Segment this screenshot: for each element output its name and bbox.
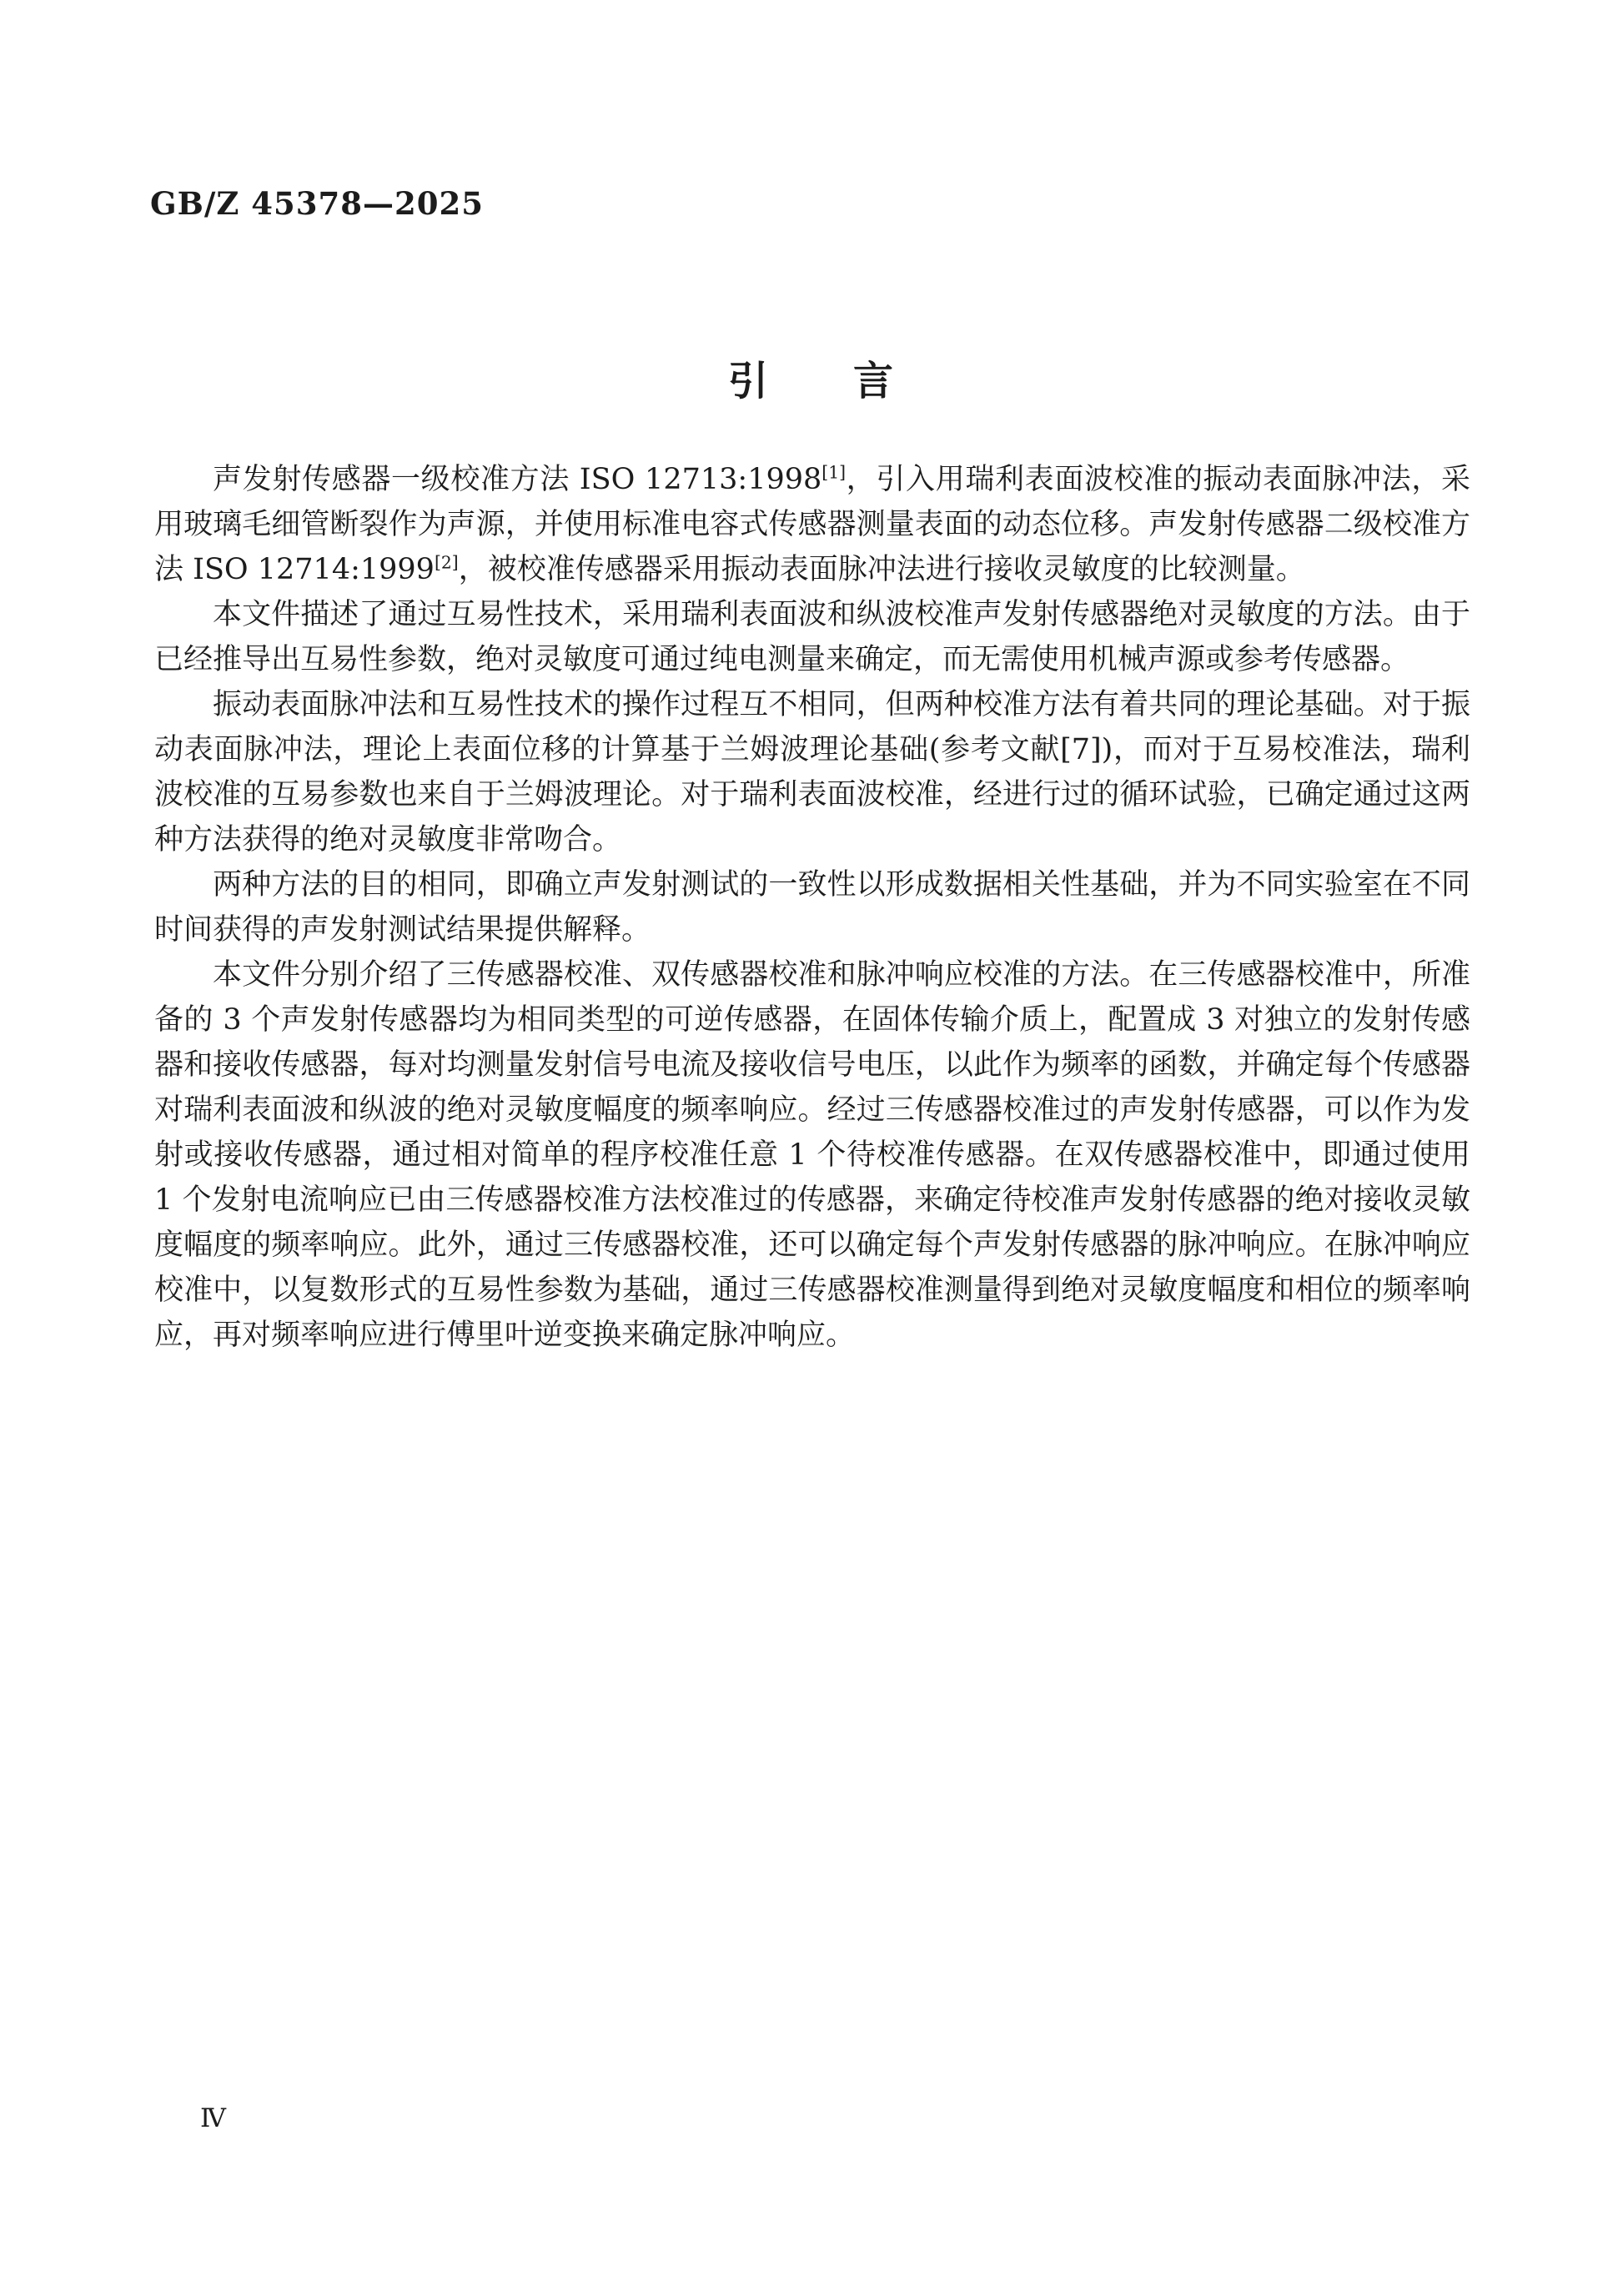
paragraph-text: 振动表面脉冲法和互易性技术的操作过程互不相同，但两种校准方法有着共同的理论基础。对于振动表面脉冲法，理论上表面位移的计算基于兰姆波理论基础(参考文献[7])，而对于互易校准法，瑞利波校准的互易参数也来自于兰姆波理论。对于瑞利表面波校准，经进行过的循环试验，已确定通过这两种方法获得的绝对灵敏度非常吻合。 [154, 688, 1470, 857]
introduction-body [154, 457, 1470, 1358]
reference-superscript: [1] [822, 462, 847, 483]
paragraph [154, 862, 1470, 952]
paragraph-text: 声发射传感器一级校准方法 ISO 12713:1998 [213, 463, 822, 496]
paragraph-text: 本文件分别介绍了三传感器校准、双传感器校准和脉冲响应校准的方法。在三传感器校准中，所准备的 3 个声发射传感器均为相同类型的可逆传感器，在固体传输介质上，配置成 3 对独立的发射传感器和接收传感器，每对均测量发射信号电流及接收信号电压，以此作为频率的函数，并确定每个传感器对瑞利表面波和纵波的绝对灵敏度幅度的频率响应。经过三传感器校准过的声发射传感器，可以作为发射或接收传感器，通过相对简单的程序校准任意 1 个待校准传感器。在双传感器校准中，即通过使用 1 个发射电流响应已由三传感器校准方法校准过的传感器，来确定待校准声发射传感器的绝对接收灵敏度幅度的频率响应。此外，通过三传感器校准，还可以确定每个声发射传感器的脉冲响应。在脉冲响应校准中，以复数形式的互易性参数为基础，通过三传感器校准测量得到绝对灵敏度幅度和相位的频率响应，再对频率响应进行傅里叶逆变换来确定脉冲响应。 [154, 958, 1470, 1352]
page-title: 引 言 [727, 358, 895, 405]
reference-superscript: [2] [434, 552, 459, 573]
paragraph-text: ，引入用瑞利表面波校准的振动表面脉冲法，采用玻璃毛细管断裂作为声源，并使用标准电容式传感器测量表面的动态位移。声发射传感器二级校准方法 ISO 12714:1999 [154, 463, 1470, 586]
paragraph-text: 两种方法的目的相同，即确立声发射测试的一致性以形成数据相关性基础，并为不同实验室在不同时间获得的声发射测试结果提供解释。 [154, 868, 1470, 947]
paragraph [154, 682, 1470, 862]
page-number: Ⅳ [200, 2103, 227, 2133]
paragraph-text: 本文件描述了通过互易性技术，采用瑞利表面波和纵波校准声发射传感器绝对灵敏度的方法。由于已经推导出互易性参数，绝对灵敏度可通过纯电测量来确定，而无需使用机械声源或参考传感器。 [154, 598, 1470, 676]
paragraph [154, 952, 1470, 1358]
standard-number: GB/Z 45378—2025 [150, 185, 484, 222]
paragraph [154, 457, 1470, 592]
paragraph [154, 592, 1470, 682]
paragraph-text: ，被校准传感器采用振动表面脉冲法进行接收灵敏度的比较测量。 [458, 553, 1305, 586]
